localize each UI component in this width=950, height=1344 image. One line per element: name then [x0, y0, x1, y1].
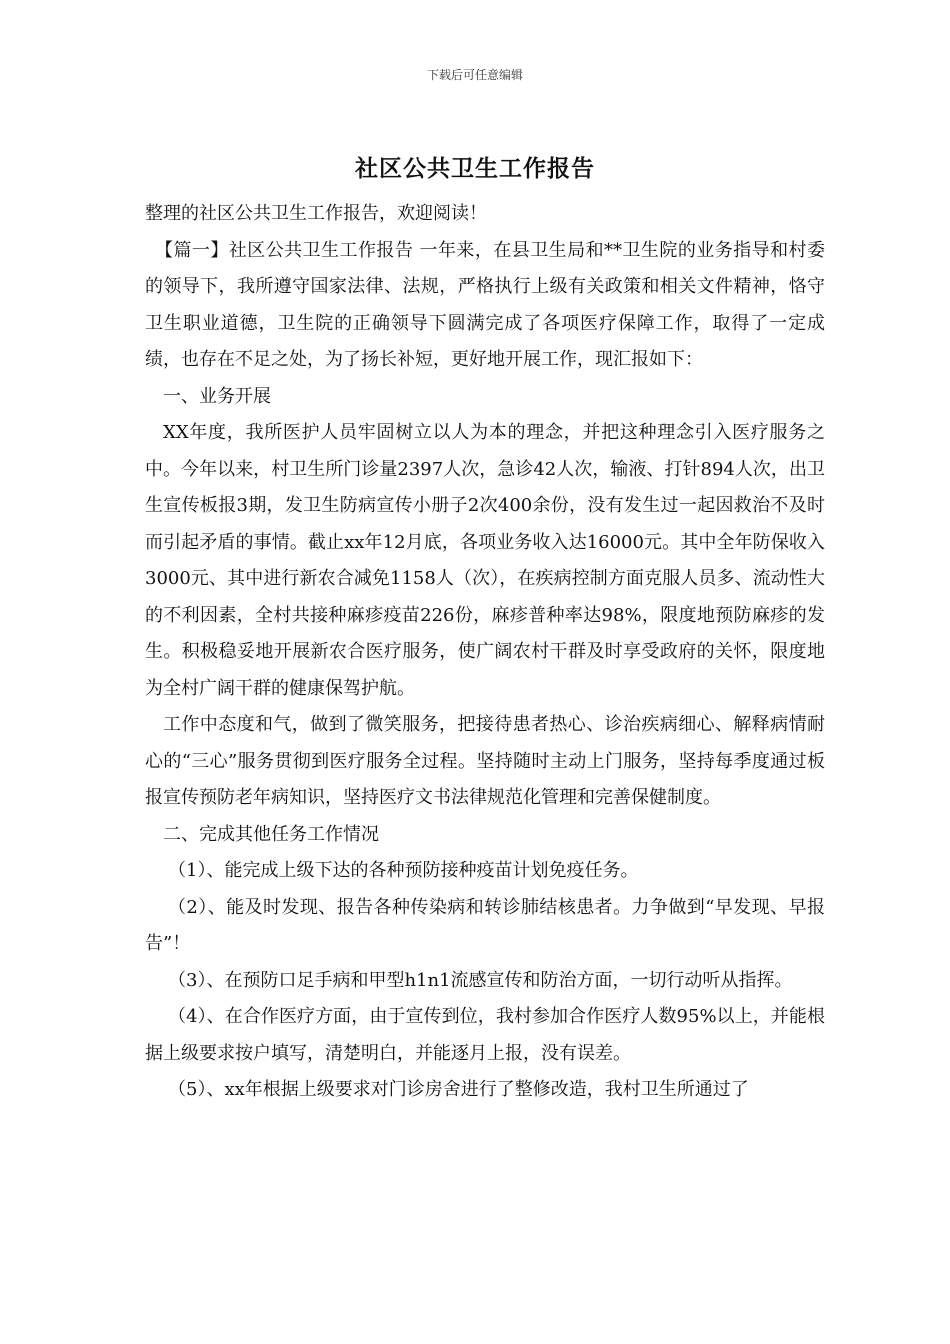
list-item: （5）、xx年根据上级要求对门诊房舍进行了整修改造，我村卫生所通过了	[168, 1079, 749, 1100]
list-item: （3）、在预防口足手病和甲型h1n1流感宣传和防治方面，一切行动听从指挥。	[168, 969, 793, 991]
header-note: 下载后可任意编辑	[426, 68, 523, 82]
list-item: （4）、在合作医疗方面，由于宣传到位，我村参加合作医疗人数95%以上，并能根据上级要求按户填写，清楚明白，并能逐月上报，没有误差。	[145, 1006, 825, 1064]
body-paragraph: XX年度，我所医护人员牢固树立以人为本的理念，并把这种理念引入医疗服务之中。今年以来，村卫生所门诊量2397人次，急诊42人次，输液、打针894人次，出卫生宣传板报3期，发卫生防病宣传小册子2次400余份，没有发生过一起因救治不及时而引起矛盾的事情。截止xx年12月底，各项业务收入达16000元。其中全年防保收入3000元、其中进行新农合减免1158人（次），在疾病控制方面克服人员多、流动性大的不利因素，全村共接种麻疹疫苗226份，麻疹普种率达98%，限度地预防麻疹的发生。积极稳妥地开展新农合医疗服务，使广阔农村干群及时享受政府的关怀，限度地为全村广阔干群的健康保驾护航。	[145, 422, 825, 699]
section-heading: 二、完成其他任务工作情况	[163, 823, 379, 845]
list-item: （1）、能完成上级下达的各种预防接种疫苗计划免疫任务。	[168, 860, 639, 881]
list-item: （2）、能及时发现、报告各种传染病和转诊肺结核患者。力争做到“早发现、早报告”！	[145, 896, 825, 954]
document-body	[145, 196, 825, 1109]
section-heading: 一、业务开展	[163, 385, 271, 407]
body-paragraph: 工作中态度和气，做到了微笑服务，把接待患者热心、诊治疾病细心、解释病情耐心的“三心”服务贯彻到医疗服务全过程。坚持随时主动上门服务，坚持每季度通过板报宣传预防老年病知识，坚持医疗文书法律规范化管理和完善保健制度。	[145, 714, 825, 808]
section-paragraph: 【篇一】社区公共卫生工作报告 一年来，在县卫生局和**卫生院的业务指导和村委的领导下，我所遵守国家法律、法规，严格执行上级有关政策和相关文件精神，恪守卫生职业道德，卫生院的正确领导下圆满完成了各项医疗保障工作，取得了一定成绩，也存在不足之处，为了扬长补短，更好地开展工作，现汇报如下：	[145, 239, 825, 370]
intro-paragraph: 整理的社区公共卫生工作报告，欢迎阅读！	[145, 203, 487, 224]
document-title: 社区公共卫生工作报告	[355, 156, 595, 182]
